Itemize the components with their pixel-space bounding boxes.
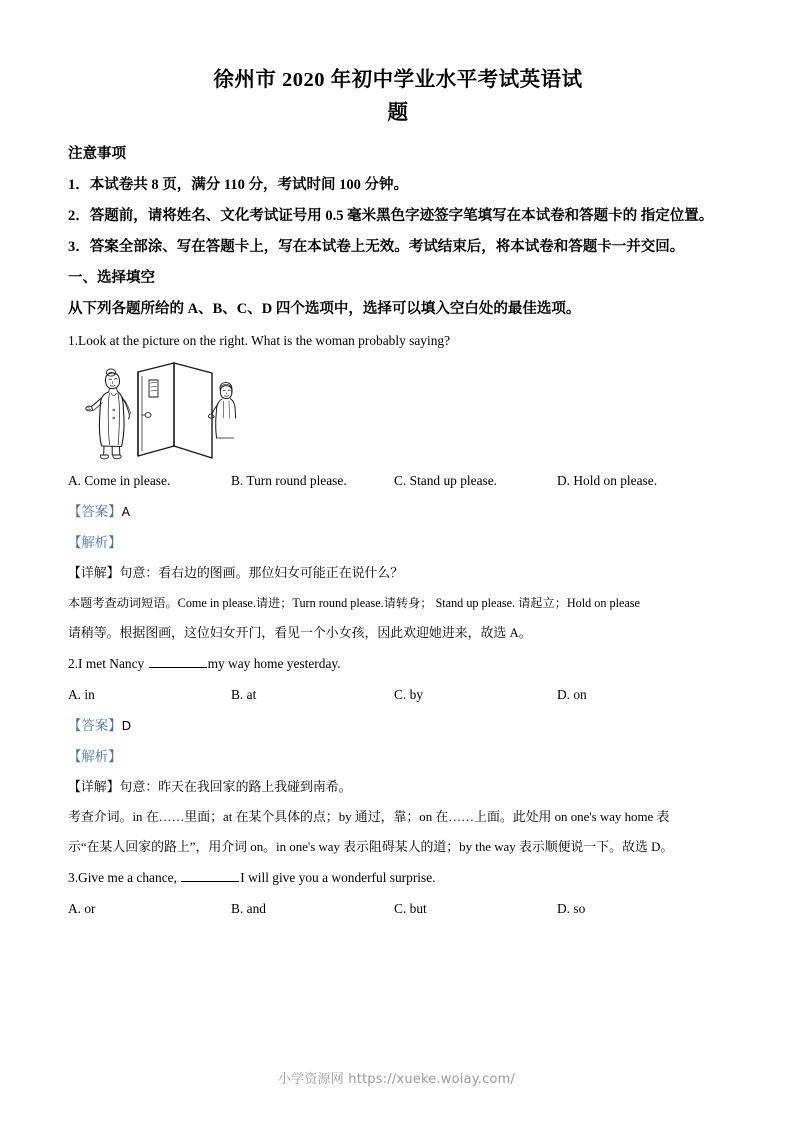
- question-1-detail-line-1: 【详解】句意：看右边的图画。那位妇女可能正在说什么？: [68, 566, 404, 580]
- question-1-analysis-label: 【解析】: [68, 535, 122, 550]
- question-1-option-b[interactable]: B. Turn round please.: [231, 473, 347, 488]
- question-3-option-c[interactable]: C. but: [394, 901, 427, 916]
- question-2-option-a[interactable]: A. in: [68, 687, 95, 702]
- notice-item-2: 2．答题前，请将姓名、文化考试证号用 0.5 毫米黑色字迹签字笔填写在本试卷和答题卡的 指定位置。: [68, 208, 714, 224]
- question-2-answer: [68, 710, 728, 741]
- question-3-blank[interactable]: [181, 869, 239, 882]
- question-2-answer-label: 【答案】: [68, 718, 122, 733]
- document-content: [68, 0, 728, 924]
- page-title-line-1: 徐州市 2020 年初中学业水平考试英语试: [213, 69, 583, 91]
- question-2-answer-value: D: [121, 718, 132, 733]
- question-3-stem-prefix: 3.Give me a chance,: [68, 870, 181, 885]
- question-1-answer: [68, 496, 728, 527]
- question-2-stem-suffix: my way home yesterday.: [207, 656, 341, 671]
- question-1-stem: 1.Look at the picture on the right. What is the woman probably saying?: [68, 333, 451, 348]
- page-title: [68, 64, 728, 130]
- question-2-detail-line-3: 示“在某人回家的路上”，用介词 on。in one's way 表示阻碍某人的道；by the way 表示顺便说一下。故选 D。: [68, 840, 674, 854]
- notice-heading: 注意事项: [68, 146, 126, 162]
- question-2-option-d[interactable]: D. on: [557, 687, 587, 702]
- question-3-option-a[interactable]: A. or: [68, 901, 96, 916]
- question-1-answer-value: A: [121, 504, 131, 519]
- question-1-answer-label: 【答案】: [68, 504, 122, 519]
- question-2-detail-line-2: 考查介词。in 在……里面；at 在某个具体的点；by 通过，靠；on 在……上面。此处用 on one's way home 表: [68, 810, 670, 824]
- question-2-stem: [68, 648, 728, 679]
- question-2-options: [68, 679, 728, 710]
- site-watermark: 小学资源网 https://xueke.woiay.com/: [277, 1072, 516, 1087]
- question-2-analysis-label-row: [68, 741, 728, 772]
- question-2-stem-prefix: 2.I met Nancy: [68, 656, 148, 671]
- section-instruction: 从下列各题所给的 A、B、C、D 四个选项中，选择可以填入空白处的最佳选项。: [68, 301, 581, 317]
- question-1-analysis-label-row: [68, 527, 728, 558]
- question-3-options: [68, 893, 728, 924]
- question-1-option-c[interactable]: C. Stand up please.: [394, 473, 498, 488]
- woman-opening-door-illustration: [78, 360, 258, 465]
- notice-item-1: 1．本试卷共 8 页，满分 110 分，考试时间 100 分钟。: [68, 177, 408, 193]
- question-3-option-d[interactable]: D. so: [557, 901, 586, 916]
- question-2-blank[interactable]: [149, 655, 207, 668]
- question-2-option-c[interactable]: C. by: [394, 687, 424, 702]
- question-2-option-b[interactable]: B. at: [231, 687, 257, 702]
- question-3-stem-suffix: I will give you a wonderful surprise.: [240, 870, 436, 885]
- question-1-option-a[interactable]: A. Come in please.: [68, 473, 171, 488]
- question-1-option-d[interactable]: D. Hold on please.: [557, 473, 658, 488]
- question-1-options: [68, 465, 728, 496]
- question-3-stem: [68, 862, 728, 893]
- notice-item-3: 3．答案全部涂、写在答题卡上，写在本试卷上无效。考试结束后，将本试卷和答题卡一并交回。: [68, 239, 685, 255]
- question-1-detail-line-3: 请稍等。根据图画，这位妇女开门，看见一个小女孩，因此欢迎她进来，故选 A。: [68, 626, 532, 640]
- section-heading: 一、选择填空: [68, 270, 155, 286]
- question-1-detail-line-2: 本题考查动词短语。Come in please.请进；Turn round please.请转身； Stand up please. 请起立；Hold on please: [68, 596, 640, 610]
- question-2-detail-line-1: 【详解】句意：昨天在我回家的路上我碰到南希。: [68, 780, 352, 794]
- question-2-analysis-label: 【解析】: [68, 749, 122, 764]
- page-title-line-2: 题: [387, 102, 409, 124]
- question-3-option-b[interactable]: B. and: [231, 901, 266, 916]
